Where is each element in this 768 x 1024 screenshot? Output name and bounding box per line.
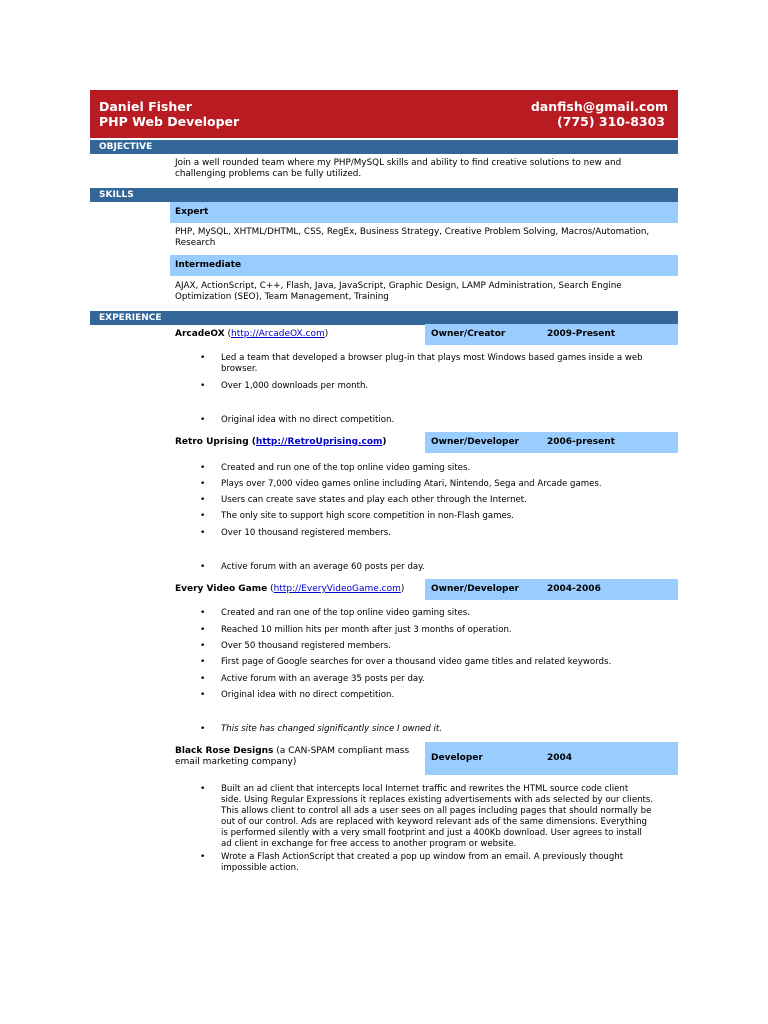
candidate-name: Daniel Fisher bbox=[99, 99, 192, 114]
skill-level-intermediate: Intermediate bbox=[170, 255, 678, 276]
list-item-continuation: browser. bbox=[221, 364, 258, 374]
job-dates: 2006-present bbox=[547, 437, 615, 447]
list-item-continuation: is performed silently with a very small footprint and just a 400Kb download. User agrees to install bbox=[221, 828, 642, 838]
list-item-continuation: This allows client to control all ads a user sees on all pages including pages that should normally be bbox=[221, 806, 652, 816]
list-item: • Created and run one of the top online video gaming sites. bbox=[200, 463, 471, 473]
list-item: • Wrote a Flash ActionScript that created a pop up window from an email. A previously thought bbox=[200, 852, 624, 862]
job-title-every-video-game: Every Video Game (http://EveryVideoGame.com) bbox=[175, 584, 405, 594]
job-title-arcadeox: ArcadeOX (http://ArcadeOX.com) bbox=[175, 329, 329, 339]
candidate-title: PHP Web Developer bbox=[99, 114, 240, 129]
objective-line-2: challenging problems can be fully utilized. bbox=[175, 169, 362, 179]
role-box-retro-uprising bbox=[425, 432, 678, 453]
job-role: Owner/Creator bbox=[431, 329, 506, 339]
list-item: • Reached 10 million hits per month after just 3 months of operation. bbox=[200, 625, 512, 635]
list-item: • Plays over 7,000 video games online including Atari, Nintendo, Sega and Arcade games. bbox=[200, 479, 602, 489]
job-role: Owner/Developer bbox=[431, 584, 520, 594]
email-address[interactable]: danfish@gmail.com bbox=[530, 99, 668, 114]
expert-skills-line-1: PHP, MySQL, XHTML/DHTML, CSS, RegEx, Business Strategy, Creative Problem Solving, Macros/Automation, bbox=[175, 227, 650, 237]
list-item-continuation: side. Using Regular Expressions it replaces existing advertisements with ads selected by our clients. bbox=[221, 795, 654, 805]
company-link[interactable]: http://ArcadeOX.com bbox=[231, 329, 325, 339]
job-dates: 2004 bbox=[547, 753, 573, 763]
role-box-every-video-game bbox=[425, 579, 678, 600]
company-description-line-1: (a CAN-SPAM compliant mass bbox=[276, 746, 410, 756]
job-dates: 2009-Present bbox=[547, 329, 616, 339]
list-item: • Over 50 thousand registered members. bbox=[200, 641, 391, 651]
list-item: • The only site to support high score competition in non-Flash games. bbox=[200, 511, 514, 521]
section-skills: SKILLS bbox=[90, 188, 678, 202]
role-box-black-rose-designs bbox=[425, 742, 678, 775]
list-item-continuation: out of our control. Ads are replaced with keyword relevant ads of the same dimensions. Everything bbox=[221, 817, 647, 827]
company-name: Black Rose Designs bbox=[175, 746, 274, 756]
list-item: • Over 1,000 downloads per month. bbox=[200, 381, 369, 391]
job-role: Owner/Developer bbox=[431, 437, 520, 447]
list-item: • Led a team that developed a browser plug-in that plays most Windows based games inside a web bbox=[200, 353, 643, 363]
intermediate-skills-line-2: Optimization (SEO), Team Management, Training bbox=[175, 292, 389, 302]
company-name: Every Video Game bbox=[175, 584, 268, 594]
intermediate-skills-line-1: AJAX, ActionScript, C++, Flash, Java, JavaScript, Graphic Design, LAMP Administration, Search Engine bbox=[175, 281, 622, 291]
company-name: ArcadeOX bbox=[175, 329, 225, 339]
company-link[interactable]: http://RetroUprising.com bbox=[255, 437, 383, 447]
job-title-black-rose-designs bbox=[175, 746, 420, 768]
list-item: • Active forum with an average 35 posts per day. bbox=[200, 674, 425, 684]
list-item-continuation: impossible action. bbox=[221, 863, 299, 873]
header-band bbox=[90, 90, 678, 138]
section-objective: OBJECTIVE bbox=[90, 140, 678, 154]
phone-number: (775) 310-8303 bbox=[557, 114, 665, 129]
company-description-line-2: email marketing company) bbox=[175, 757, 297, 767]
objective-line-1: Join a well rounded team where my PHP/MySQL skills and ability to find creative solutions to new and bbox=[175, 158, 622, 168]
list-item: • Users can create save states and play each other through the Internet. bbox=[200, 495, 527, 505]
list-item: • Original idea with no direct competition. bbox=[200, 415, 395, 425]
job-title-retro-uprising: Retro Uprising (http://RetroUprising.com) bbox=[175, 437, 387, 447]
list-item: • Active forum with an average 60 posts per day. bbox=[200, 562, 425, 572]
company-name: Retro Uprising bbox=[175, 437, 249, 447]
role-box-arcadeox bbox=[425, 324, 678, 345]
skill-level-expert: Expert bbox=[170, 202, 678, 223]
company-link[interactable]: http://EveryVideoGame.com bbox=[273, 584, 401, 594]
expert-skills-line-2: Research bbox=[175, 238, 216, 248]
resume-page bbox=[90, 90, 678, 873]
list-item: • Built an ad client that intercepts local Internet traffic and rewrites the HTML source code client bbox=[200, 784, 629, 794]
list-item: • Original idea with no direct competition. bbox=[200, 690, 395, 700]
list-item: • Over 10 thousand registered members. bbox=[200, 528, 391, 538]
job-role: Developer bbox=[431, 753, 483, 763]
list-item: • Created and ran one of the top online video gaming sites. bbox=[200, 608, 471, 618]
section-experience: EXPERIENCE bbox=[90, 311, 678, 325]
list-item: • This site has changed significantly since I owned it. bbox=[200, 724, 443, 734]
list-item: • First page of Google searches for over a thousand video game titles and related keywords. bbox=[200, 657, 612, 667]
list-item-continuation: ad client in exchange for free access to another program or website. bbox=[221, 839, 517, 849]
job-dates: 2004-2006 bbox=[547, 584, 601, 594]
